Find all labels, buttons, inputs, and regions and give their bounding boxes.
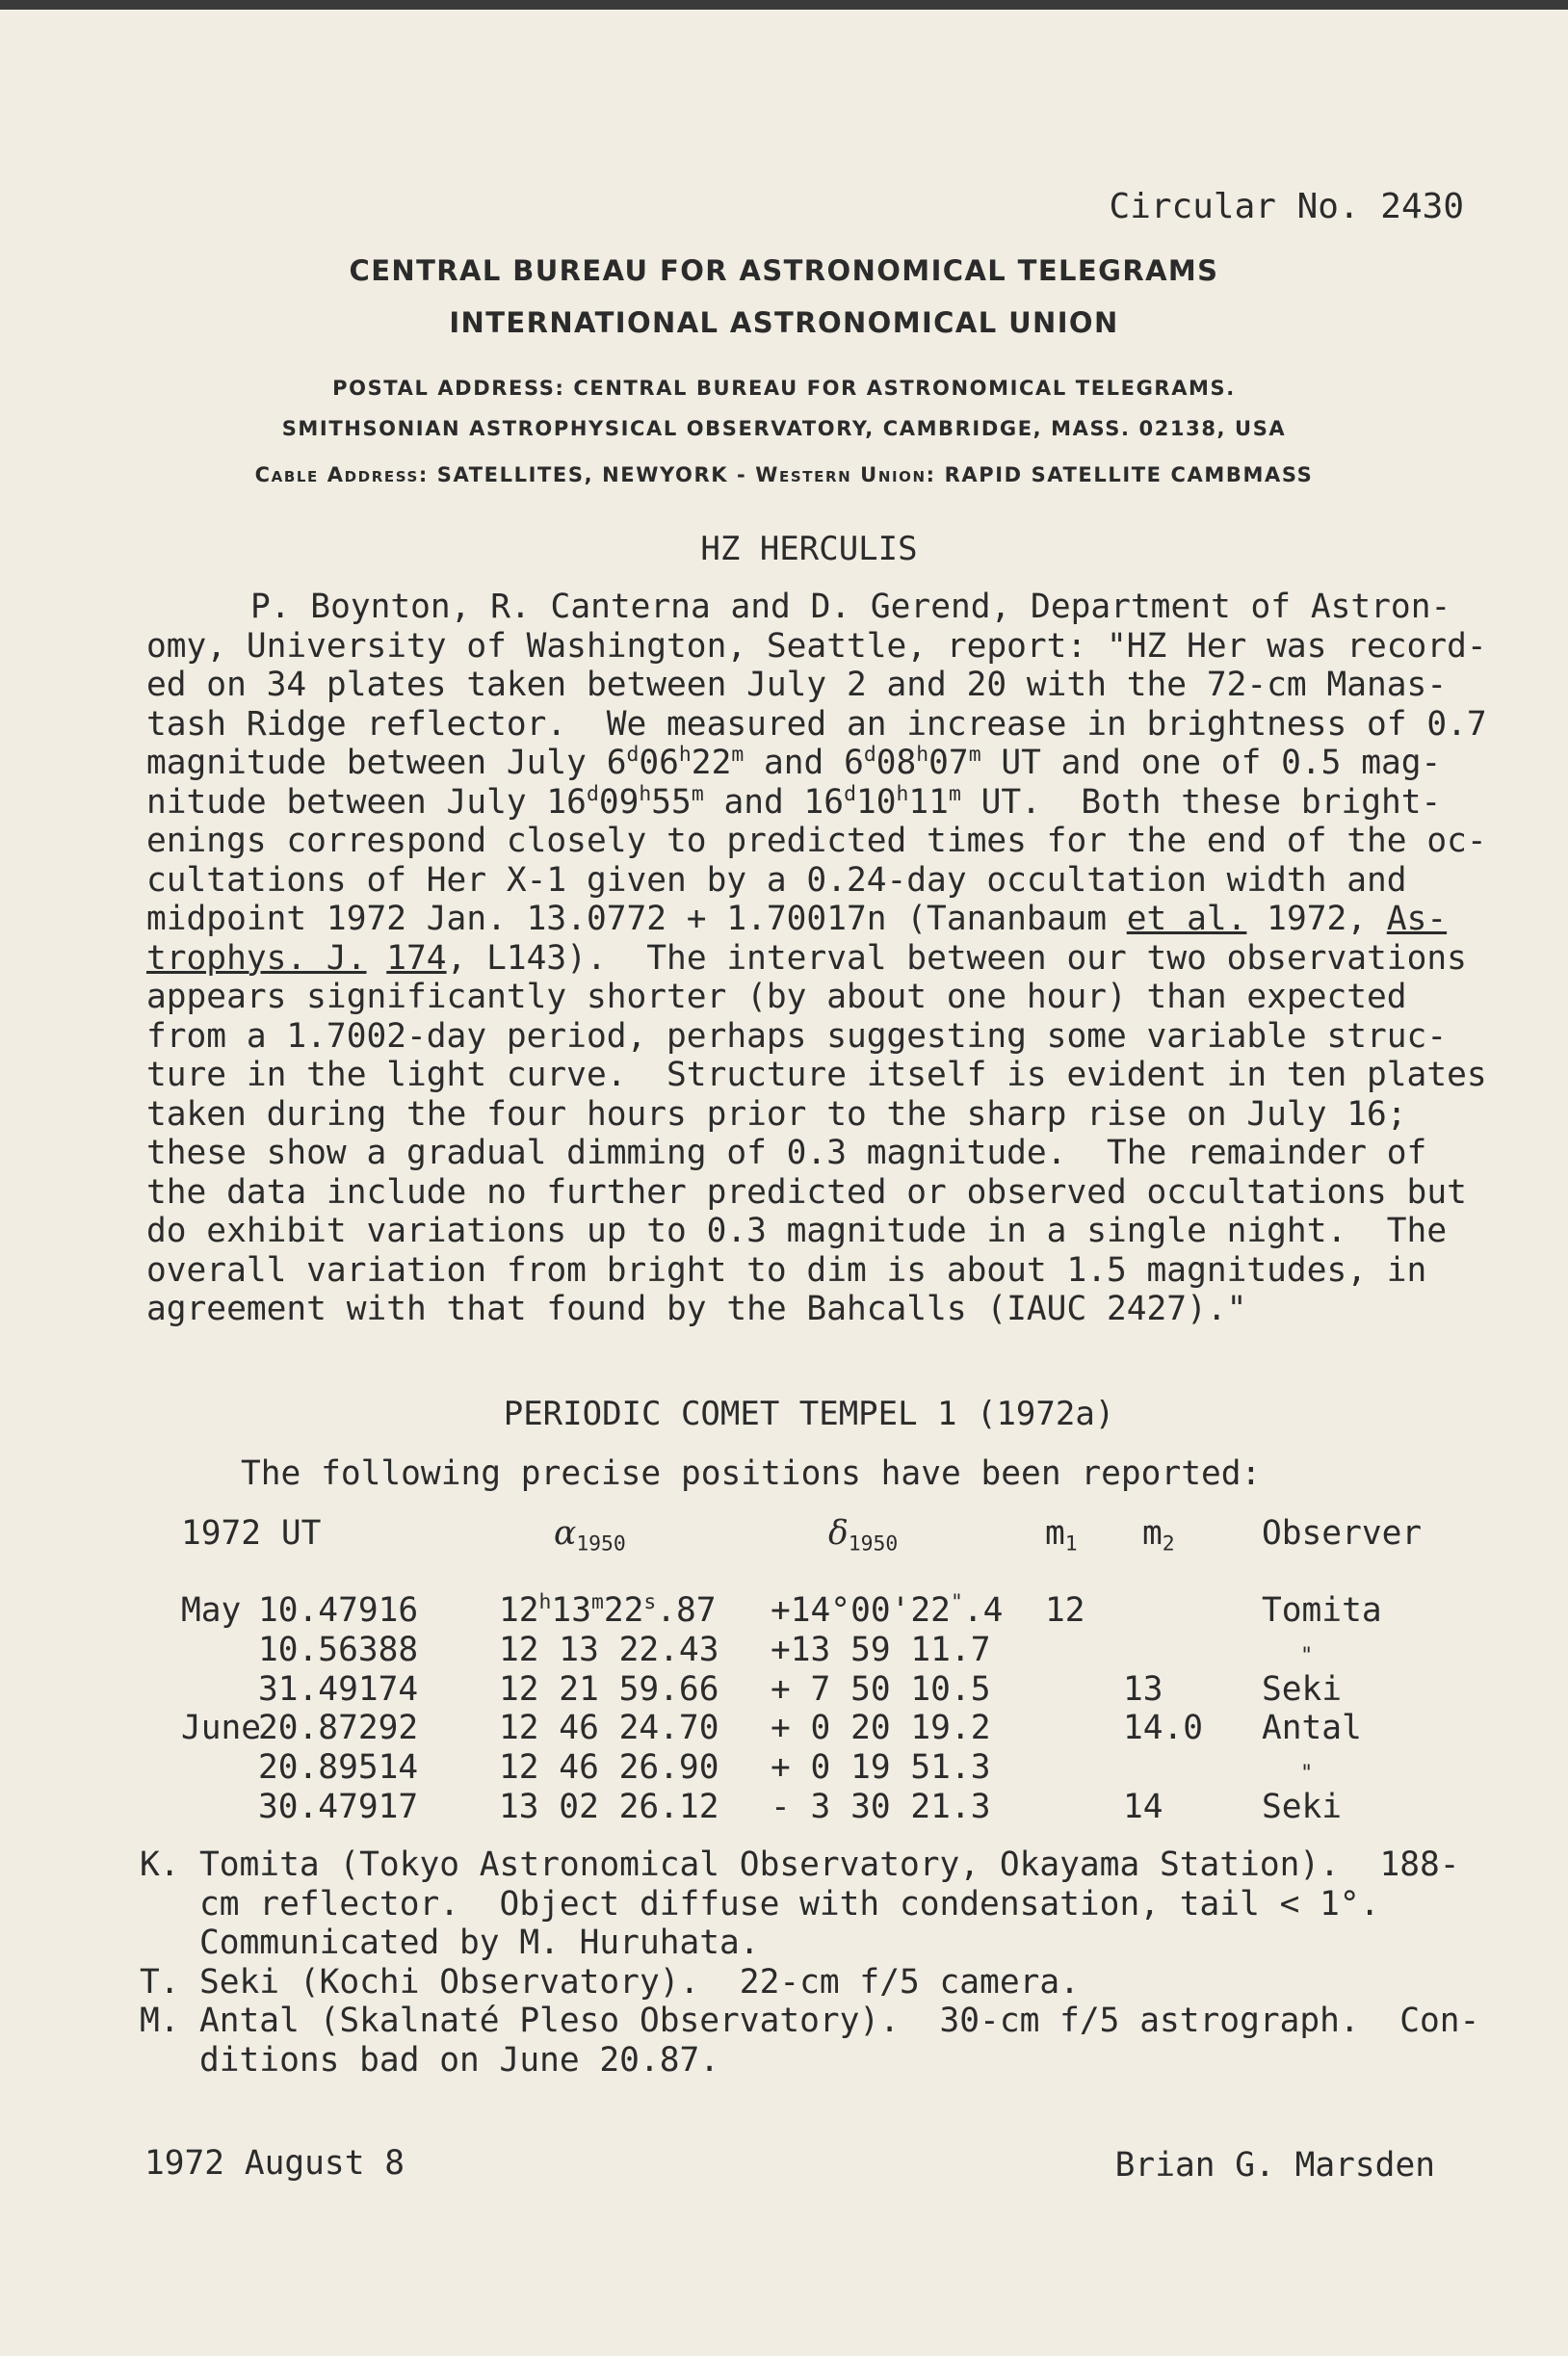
report-line: the data include no further predicted or observed occultations but (146, 1172, 1467, 1212)
table-row (0, 1591, 1568, 1630)
header-ut: 1972 UT (181, 1514, 322, 1553)
western-label: Western Union: (755, 463, 936, 486)
cell-ra: 12$^h$13$^m$22$^s$.87 (499, 1590, 717, 1630)
header-dec: $\delta_{1950}$ (828, 1514, 899, 1557)
report-line: ture in the light curve. Structure itself is evident in ten plates (146, 1056, 1487, 1094)
cell-date: 10.56388 (258, 1630, 419, 1669)
header-m2: $m_2$ (1142, 1514, 1175, 1557)
report-line: ed on 34 plates taken between July 2 and 20 with the 72-cm Manas- (146, 666, 1448, 704)
note-line: Tomita (Tokyo Astronomical Observatory, Okayama Station). 188- (199, 1846, 1460, 1884)
header-ra: $\alpha_{1950}$ (554, 1514, 626, 1557)
report-line: cultations of Her X-1 given by a 0.24-day occultation width and (146, 860, 1407, 900)
cell-dec: - 3 30 21.3 (771, 1788, 991, 1826)
header-observer: Observer (1262, 1514, 1423, 1553)
table-row (0, 1631, 1568, 1669)
report-line: nitude between July 16$^d$09$^h$55$^m$ and 16$^d$10$^h$11$^m$ UT. Both these bright- (146, 781, 1442, 822)
observer-note (140, 1963, 1507, 2003)
cable-value: SATELLITES, NEWYORK - (436, 463, 747, 486)
report-line: trophys. J. 174, L143). The interval between our two observations (146, 938, 1467, 978)
cell-ra: 13 02 26.12 (499, 1788, 719, 1826)
circular-number: Circular No. 2430 (1109, 187, 1464, 226)
note-initial: K. (140, 1846, 180, 1884)
cell-date: 20.87292 (258, 1709, 419, 1748)
cell-dec: +14°00'22".4 (771, 1590, 1004, 1630)
observer-note (140, 2002, 1507, 2080)
report-line: omy, University of Washington, Seattle, report: "HZ Her was record- (146, 626, 1487, 666)
cell-m2: 14 (1123, 1788, 1163, 1826)
report-line: do exhibit variations up to 0.3 magnitude in a single night. The (146, 1212, 1448, 1250)
cell-date: 10.47916 (258, 1591, 419, 1630)
table-row (0, 1670, 1568, 1709)
cell-ra: 12 46 26.90 (499, 1748, 719, 1788)
postal-address: POSTAL ADDRESS: CENTRAL BUREAU FOR ASTRONOMICAL TELEGRAMS. (332, 377, 1236, 400)
cell-observer: Seki (1262, 1669, 1343, 1709)
note-line: Seki (Kochi Observatory). 22-cm f/5 camera. (199, 1962, 1080, 2002)
cell-observer: " (1300, 1762, 1314, 1787)
note-initial: T. (140, 1962, 180, 2002)
cell-month: June (181, 1709, 262, 1748)
cell-month: May (181, 1591, 242, 1630)
circular-date: 1972 August 8 (144, 2144, 405, 2183)
report-line: appears significantly shorter (by about one hour) than expected (146, 978, 1407, 1016)
observer-note (140, 1846, 1507, 1963)
report-line: enings correspond closely to predicted times for the end of the oc- (146, 822, 1487, 860)
note-initial: M. (140, 2002, 180, 2040)
section-title-hz-herculis: HZ HERCULIS (700, 530, 918, 568)
note-line: Communicated by M. Huruhata. (199, 1924, 760, 1962)
western-value: RAPID SATELLITE CAMBMASS (944, 463, 1314, 486)
bureau-title: CENTRAL BUREAU FOR ASTRONOMICAL TELEGRAMS (349, 254, 1219, 287)
cell-date: 30.47917 (258, 1788, 419, 1826)
cable-address (0, 463, 1568, 486)
table-row (0, 1748, 1568, 1787)
union-title: INTERNATIONAL ASTRONOMICAL UNION (449, 306, 1119, 339)
note-line: Antal (Skalnaté Pleso Observatory). 30-cm f/5 astrograph. Con- (199, 2002, 1480, 2040)
observer-notes (140, 1846, 1507, 2080)
report-line: P. Boynton, R. Canterna and D. Gerend, Department of Astron- (250, 588, 1451, 626)
cell-dec: + 0 19 51.3 (771, 1748, 991, 1788)
cell-m1: 12 (1045, 1591, 1085, 1630)
cell-dec: + 7 50 10.5 (771, 1669, 991, 1709)
scan-top-edge (0, 0, 1568, 10)
cell-ra: 12 46 24.70 (499, 1709, 719, 1748)
cell-observer: " (1300, 1643, 1314, 1668)
cell-ra: 12 13 22.43 (499, 1630, 719, 1669)
signature: Brian G. Marsden (1114, 2146, 1435, 2185)
report-line: midpoint 1972 Jan. 13.0772 + 1.70017n (Tananbaum et al. 1972, As- (146, 900, 1448, 938)
cell-date: 20.89514 (258, 1748, 419, 1788)
postal-address-2: SMITHSONIAN ASTROPHYSICAL OBSERVATORY, CAMBRIDGE, MASS. 02138, USA (281, 417, 1287, 440)
table-row (0, 1788, 1568, 1826)
header-m1: $m_1$ (1045, 1514, 1078, 1557)
report-line: overall variation from bright to dim is about 1.5 magnitudes, in (146, 1250, 1427, 1290)
report-line: agreement with that found by the Bahcalls (IAUC 2427)." (146, 1290, 1247, 1328)
positions-table-header (0, 1514, 1568, 1557)
note-line: cm reflector. Object diffuse with condensation, tail < 1°. (199, 1884, 1380, 1924)
cable-label: Cable Address: (254, 463, 429, 486)
cell-ra: 12 21 59.66 (499, 1669, 719, 1709)
report-line: these show a gradual dimming of 0.3 magnitude. The remainder of (146, 1134, 1427, 1172)
table-row (0, 1709, 1568, 1747)
section-title-comet-tempel: PERIODIC COMET TEMPEL 1 (1972a) (503, 1395, 1115, 1433)
cell-dec: +13 59 11.7 (771, 1630, 991, 1669)
note-line: ditions bad on June 20.87. (199, 2040, 720, 2080)
cell-observer: Antal (1262, 1709, 1362, 1748)
report-line: taken during the four hours prior to the sharp rise on July 16; (146, 1094, 1407, 1134)
cell-date: 31.49174 (258, 1669, 419, 1709)
cell-m2: 13 (1123, 1669, 1163, 1709)
hz-herculis-report (146, 588, 1495, 1329)
report-line: tash Ridge reflector. We measured an increase in brightness of 0.7 (146, 704, 1487, 744)
cell-observer: Tomita (1262, 1591, 1382, 1630)
cell-m2: 14.0 (1123, 1709, 1204, 1748)
report-line: magnitude between July 6$^d$06$^h$22$^m$ and 6$^d$08$^h$07$^m$ UT and one of 0.5 mag- (146, 743, 1442, 782)
positions-intro: The following precise positions have been reported: (241, 1454, 1262, 1493)
cell-dec: + 0 20 19.2 (771, 1709, 991, 1748)
cell-observer: Seki (1262, 1788, 1343, 1826)
report-line: from a 1.7002-day period, perhaps suggesting some variable struc- (146, 1016, 1448, 1056)
